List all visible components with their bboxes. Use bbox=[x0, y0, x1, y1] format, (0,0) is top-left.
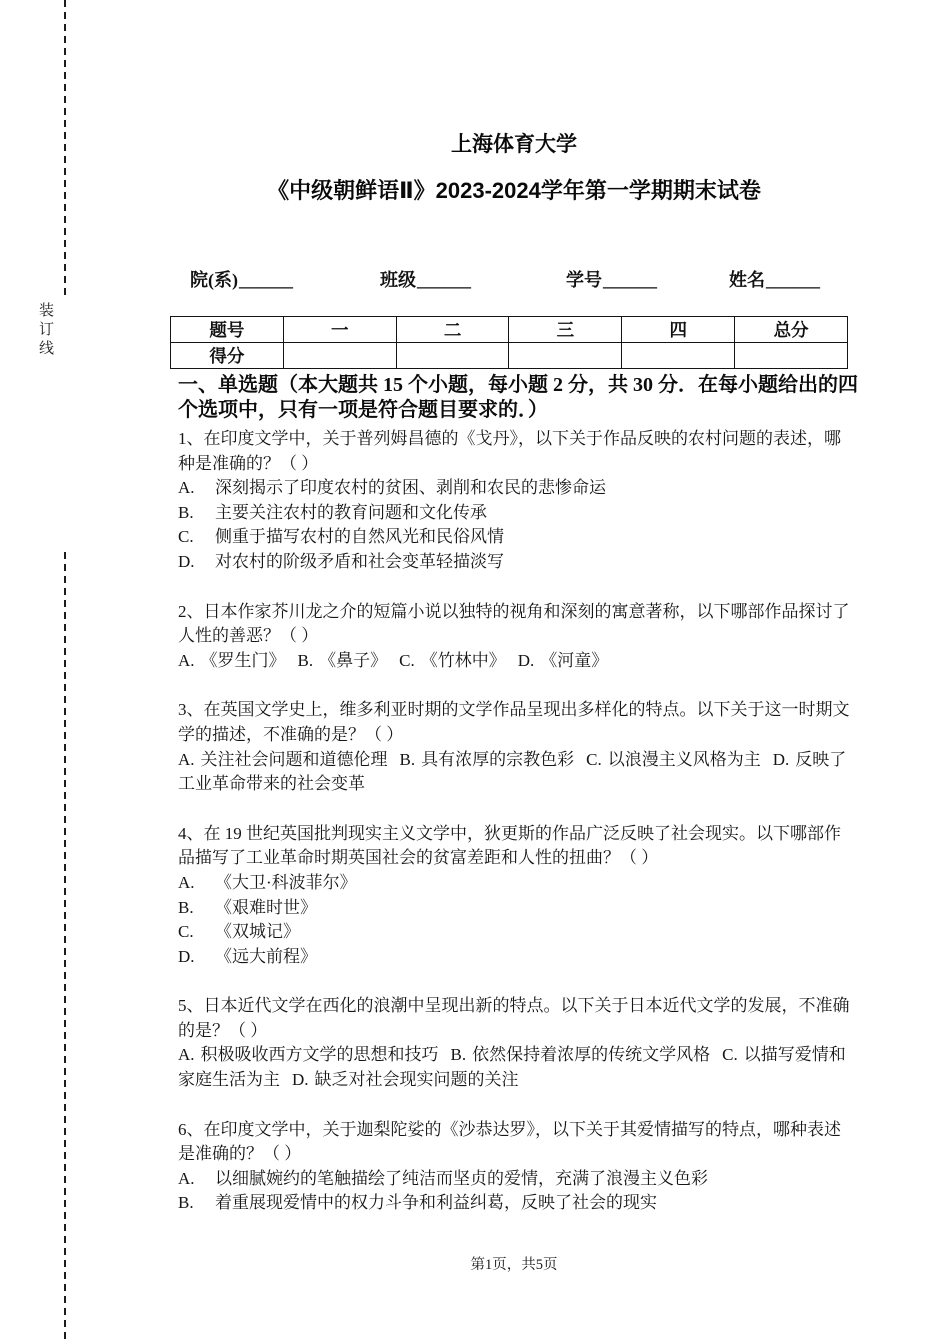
field-name-blank: ______ bbox=[766, 270, 820, 290]
score-table-header-row bbox=[171, 317, 848, 343]
option-text: 对农村的阶级矛盾和社会变革轻描淡写 bbox=[215, 551, 504, 571]
score-header-part-1: 一 bbox=[283, 317, 396, 343]
field-student-id bbox=[566, 266, 657, 292]
option bbox=[178, 1191, 850, 1216]
option-letter: C. bbox=[399, 650, 415, 670]
option-text: 《远大前程》 bbox=[215, 946, 317, 966]
option bbox=[400, 750, 575, 769]
option-letter: C. bbox=[586, 749, 602, 769]
question-stem: 2、日本作家芥川龙之介的短篇小说以独特的视角和深刻的寓意著称，以下哪部作品探讨了人性的善恶？（ ） bbox=[178, 601, 850, 646]
option-text: 缺乏对社会现实问题的关注 bbox=[314, 1070, 519, 1090]
question bbox=[178, 994, 850, 1092]
option-text: 《河童》 bbox=[540, 650, 609, 670]
option bbox=[298, 651, 388, 670]
question-list bbox=[178, 427, 850, 1216]
option-letter: B. bbox=[297, 650, 314, 670]
option-text: 主要关注农村的教育问题和文化传承 bbox=[215, 502, 487, 522]
score-header-question-no: 题号 bbox=[171, 317, 284, 343]
option-text: 《双城记》 bbox=[215, 922, 300, 942]
question bbox=[178, 1118, 850, 1216]
question bbox=[178, 427, 850, 575]
option-letter: C. bbox=[178, 922, 194, 942]
option bbox=[178, 550, 850, 575]
option-letter: D. bbox=[178, 946, 195, 966]
score-header-part-3: 三 bbox=[509, 317, 622, 343]
option-text: 侧重于描写农村的自然风光和民俗风情 bbox=[215, 527, 504, 547]
field-class-label: 班级 bbox=[380, 270, 416, 290]
field-student-id-label: 学号 bbox=[566, 270, 602, 290]
option-letter: A. bbox=[178, 1168, 195, 1188]
option bbox=[178, 896, 850, 921]
option-letter: C. bbox=[722, 1045, 738, 1065]
binding-line-bottom bbox=[64, 552, 66, 1344]
option bbox=[178, 651, 286, 670]
score-table bbox=[170, 316, 848, 369]
option-letter: C. bbox=[178, 527, 194, 547]
option-text: 关注社会问题和道德伦理 bbox=[200, 749, 388, 769]
score-header-total: 总分 bbox=[735, 317, 848, 343]
option bbox=[178, 525, 850, 550]
option-letter: B. bbox=[450, 1045, 467, 1065]
option-text: 着重展现爱情中的权力斗争和利益纠葛，反映了社会的现实 bbox=[215, 1193, 657, 1213]
score-value-cell bbox=[509, 343, 622, 369]
option-text: 《罗生门》 bbox=[200, 650, 286, 670]
score-value-cell bbox=[283, 343, 396, 369]
question bbox=[178, 698, 850, 796]
option-text: 依然保持着浓厚的传统文学风格 bbox=[472, 1045, 711, 1065]
option-text: 《鼻子》 bbox=[319, 650, 388, 670]
option bbox=[178, 1167, 850, 1192]
option bbox=[178, 945, 850, 970]
score-value-cell bbox=[396, 343, 509, 369]
question-stem: 1、在印度文学中，关于普列姆昌德的《戈丹》，以下关于作品反映的农村问题的表述，哪种是准确的？（ ） bbox=[178, 429, 841, 473]
field-name bbox=[729, 266, 820, 292]
option-text: 具有浓厚的宗教色彩 bbox=[421, 749, 575, 769]
option-letter: D. bbox=[292, 1070, 309, 1090]
field-department bbox=[190, 266, 293, 292]
option-list bbox=[178, 871, 850, 969]
score-row-label: 得分 bbox=[171, 343, 284, 369]
question-stem: 6、在印度文学中，关于迦梨陀娑的《沙恭达罗》，以下关于其爱情描写的特点，哪种表述是准确的？（ ） bbox=[178, 1119, 841, 1164]
student-info-row bbox=[178, 266, 898, 294]
field-department-blank: ______ bbox=[239, 270, 293, 290]
option-text: 以浪漫主义风格为主 bbox=[607, 749, 761, 769]
score-value-cell bbox=[622, 343, 735, 369]
option-letter: A. bbox=[178, 650, 195, 670]
field-department-label: 院(系) bbox=[190, 270, 238, 290]
option-letter: B. bbox=[178, 1193, 194, 1213]
option-list bbox=[178, 1043, 850, 1092]
exam-title: 《中级朝鲜语Ⅱ》2023-2024学年第一学期期末试卷 bbox=[267, 178, 761, 203]
option-text: 反映了工业革命带来的社会变革 bbox=[178, 749, 847, 794]
option bbox=[178, 750, 388, 769]
option-text: 《大卫·科波菲尔》 bbox=[215, 872, 357, 892]
option bbox=[178, 476, 850, 501]
option bbox=[518, 651, 609, 670]
option-letter: A. bbox=[178, 1045, 195, 1065]
option-letter: B. bbox=[399, 749, 416, 769]
binding-line-top bbox=[64, 0, 66, 296]
field-student-id-blank: ______ bbox=[603, 270, 657, 290]
option bbox=[451, 1045, 711, 1064]
option bbox=[586, 750, 761, 769]
option-text: 以细腻婉约的笔触描绘了纯洁而坚贞的爱情，充满了浪漫主义色彩 bbox=[215, 1168, 708, 1188]
option bbox=[399, 651, 506, 670]
field-name-label: 姓名 bbox=[729, 270, 765, 290]
question-stem: 5、日本近代文学在西化的浪潮中呈现出新的特点。以下关于日本近代文学的发展，不准确的是？（ ） bbox=[178, 996, 850, 1040]
question bbox=[178, 600, 850, 674]
section-heading: 一、单选题（本大题共 15 个小题，每小题 2 分，共 30 分．在每小题给出的四个选项中，只有一项是符合题目要求的．） bbox=[178, 374, 858, 421]
option bbox=[178, 871, 850, 896]
option-letter: D. bbox=[517, 650, 535, 670]
option-letter: D. bbox=[178, 551, 195, 571]
option-list bbox=[178, 649, 850, 674]
score-header-part-2: 二 bbox=[396, 317, 509, 343]
option-text: 《竹林中》 bbox=[420, 650, 506, 670]
score-header-part-4: 四 bbox=[622, 317, 735, 343]
option bbox=[178, 501, 850, 526]
question bbox=[178, 822, 850, 970]
option-text: 《艰难时世》 bbox=[215, 897, 317, 917]
option-letter: A. bbox=[178, 749, 195, 769]
option-text: 积极吸收西方文学的思想和技巧 bbox=[200, 1045, 439, 1065]
option bbox=[178, 1045, 439, 1064]
option-letter: B. bbox=[178, 897, 194, 917]
option-list bbox=[178, 1167, 850, 1216]
binding-line-label: 装订线 bbox=[37, 302, 53, 359]
option-list bbox=[178, 476, 850, 574]
option-text: 深刻揭示了印度农村的贫困、剥削和农民的悲惨命运 bbox=[215, 478, 606, 498]
page-number: 第1页，共5页 bbox=[470, 1257, 558, 1273]
option-list bbox=[178, 748, 850, 797]
option-letter: B. bbox=[178, 502, 194, 522]
field-class-blank: ______ bbox=[417, 270, 471, 290]
question-stem: 3、在英国文学史上，维多利亚时期的文学作品呈现出多样化的特点。以下关于这一时期文学的描述，不准确的是？（ ） bbox=[178, 700, 850, 744]
score-value-cell bbox=[735, 343, 848, 369]
option bbox=[292, 1070, 519, 1089]
option-letter: D. bbox=[772, 749, 790, 769]
option-letter: A. bbox=[178, 872, 195, 892]
field-class bbox=[380, 266, 471, 292]
question-stem: 4、在 19 世纪英国批判现实主义文学中，狄更斯的作品广泛反映了社会现实。以下哪部作品描写了工业革命时期英国社会的贫富差距和人性的扭曲？（ ） bbox=[178, 823, 841, 868]
option-text: 以描写爱情和家庭生活为主 bbox=[178, 1045, 846, 1090]
university-title: 上海体育大学 bbox=[451, 133, 577, 156]
option-letter: A. bbox=[178, 478, 195, 498]
score-table-value-row bbox=[171, 343, 848, 369]
option bbox=[178, 920, 850, 945]
exam-body bbox=[178, 373, 858, 1216]
